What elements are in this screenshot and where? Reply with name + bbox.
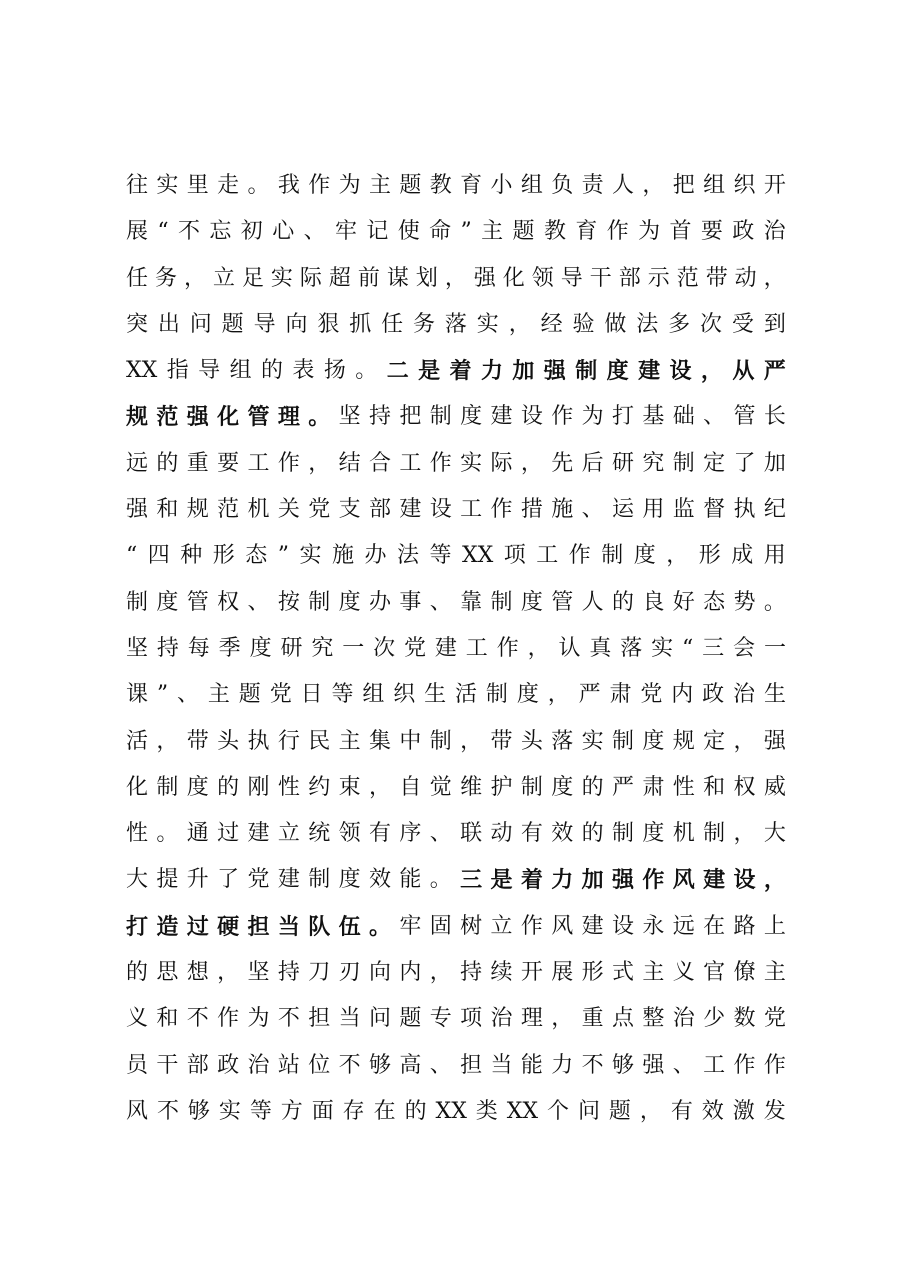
text-line: 制 度 管 权 、 按 制 度 办 事 、 靠 制 度 管 人 的 良 好 态 势 。 bbox=[126, 589, 786, 615]
text-line: 规 范 强 化 管 理 。 坚 持 把 制 度 建 设 作 为 打 基 础 、 管 长 bbox=[126, 404, 786, 431]
text-line: XX 指 导 组 的 表 扬 。 二 是 着 力 加 强 制 度 建 设 ， 从 严 bbox=[126, 358, 786, 385]
text-line: 远 的 重 要 工 作 ， 结 合 工 作 实 际 ， 先 后 研 究 制 定 了 加 bbox=[126, 450, 786, 476]
text-line: 员 干 部 政 治 站 位 不 够 高 、 担 当 能 力 不 够 强 、 工 作 作 bbox=[126, 1052, 786, 1078]
text-line: 往 实 里 走 。 我 作 为 主 题 教 育 小 组 负 责 人 ， 把 组 织 开 bbox=[126, 173, 786, 198]
text-line: 任 务 ， 立 足 实 际 超 前 谋 划 ， 强 化 领 导 干 部 示 范 带 动 ， bbox=[126, 265, 786, 291]
text-line: 坚 持 每 季 度 研 究 一 次 党 建 工 作 ， 认 真 落 实 “ 三 会 一 bbox=[126, 635, 786, 661]
text-line: 突 出 问 题 导 向 狠 抓 任 务 落 实 ， 经 验 做 法 多 次 受 到 bbox=[126, 311, 786, 337]
text-line: 风 不 够 实 等 方 面 存 在 的 XX 类 XX 个 问 题 ， 有 效 激 发 bbox=[126, 1098, 786, 1124]
text-line: 的 思 想 ， 坚 持 刀 刃 向 内 ， 持 续 开 展 形 式 主 义 官 僚 主 bbox=[126, 960, 786, 986]
text-line: 化 制 度 的 刚 性 约 束 ， 自 觉 维 护 制 度 的 严 肃 性 和 权 威 bbox=[126, 774, 786, 800]
text-line: 大 提 升 了 党 建 制 度 效 能 。 三 是 着 力 加 强 作 风 建 设 ， bbox=[126, 867, 786, 894]
text-line: 义 和 不 作 为 不 担 当 问 题 专 项 治 理 ， 重 点 整 治 少 数 党 bbox=[126, 1006, 786, 1032]
text-line: 活 ， 带 头 执 行 民 主 集 中 制 ， 带 头 落 实 制 度 规 定 ， 强 bbox=[126, 728, 786, 754]
text-line: 打 造 过 硬 担 当 队 伍 。 牢 固 树 立 作 风 建 设 永 远 在 路 上 bbox=[126, 913, 786, 940]
text-line: 展 “ 不 忘 初 心 、 牢 记 使 命 ” 主 题 教 育 作 为 首 要 政 治 bbox=[126, 219, 786, 245]
text-line: 强 和 规 范 机 关 党 支 部 建 设 工 作 措 施 、 运 用 监 督 执 纪 bbox=[126, 497, 786, 523]
text-line: 课 ” 、 主 题 党 日 等 组 织 生 活 制 度 ， 严 肃 党 内 政 治 生 bbox=[126, 682, 786, 708]
text-line: “ 四 种 形 态 ” 实 施 办 法 等 XX 项 工 作 制 度 ， 形 成 用 bbox=[126, 543, 786, 569]
text-line: 性 。 通 过 建 立 统 领 有 序 、 联 动 有 效 的 制 度 机 制 ， 大 bbox=[126, 821, 786, 847]
body-text bbox=[126, 163, 786, 1135]
